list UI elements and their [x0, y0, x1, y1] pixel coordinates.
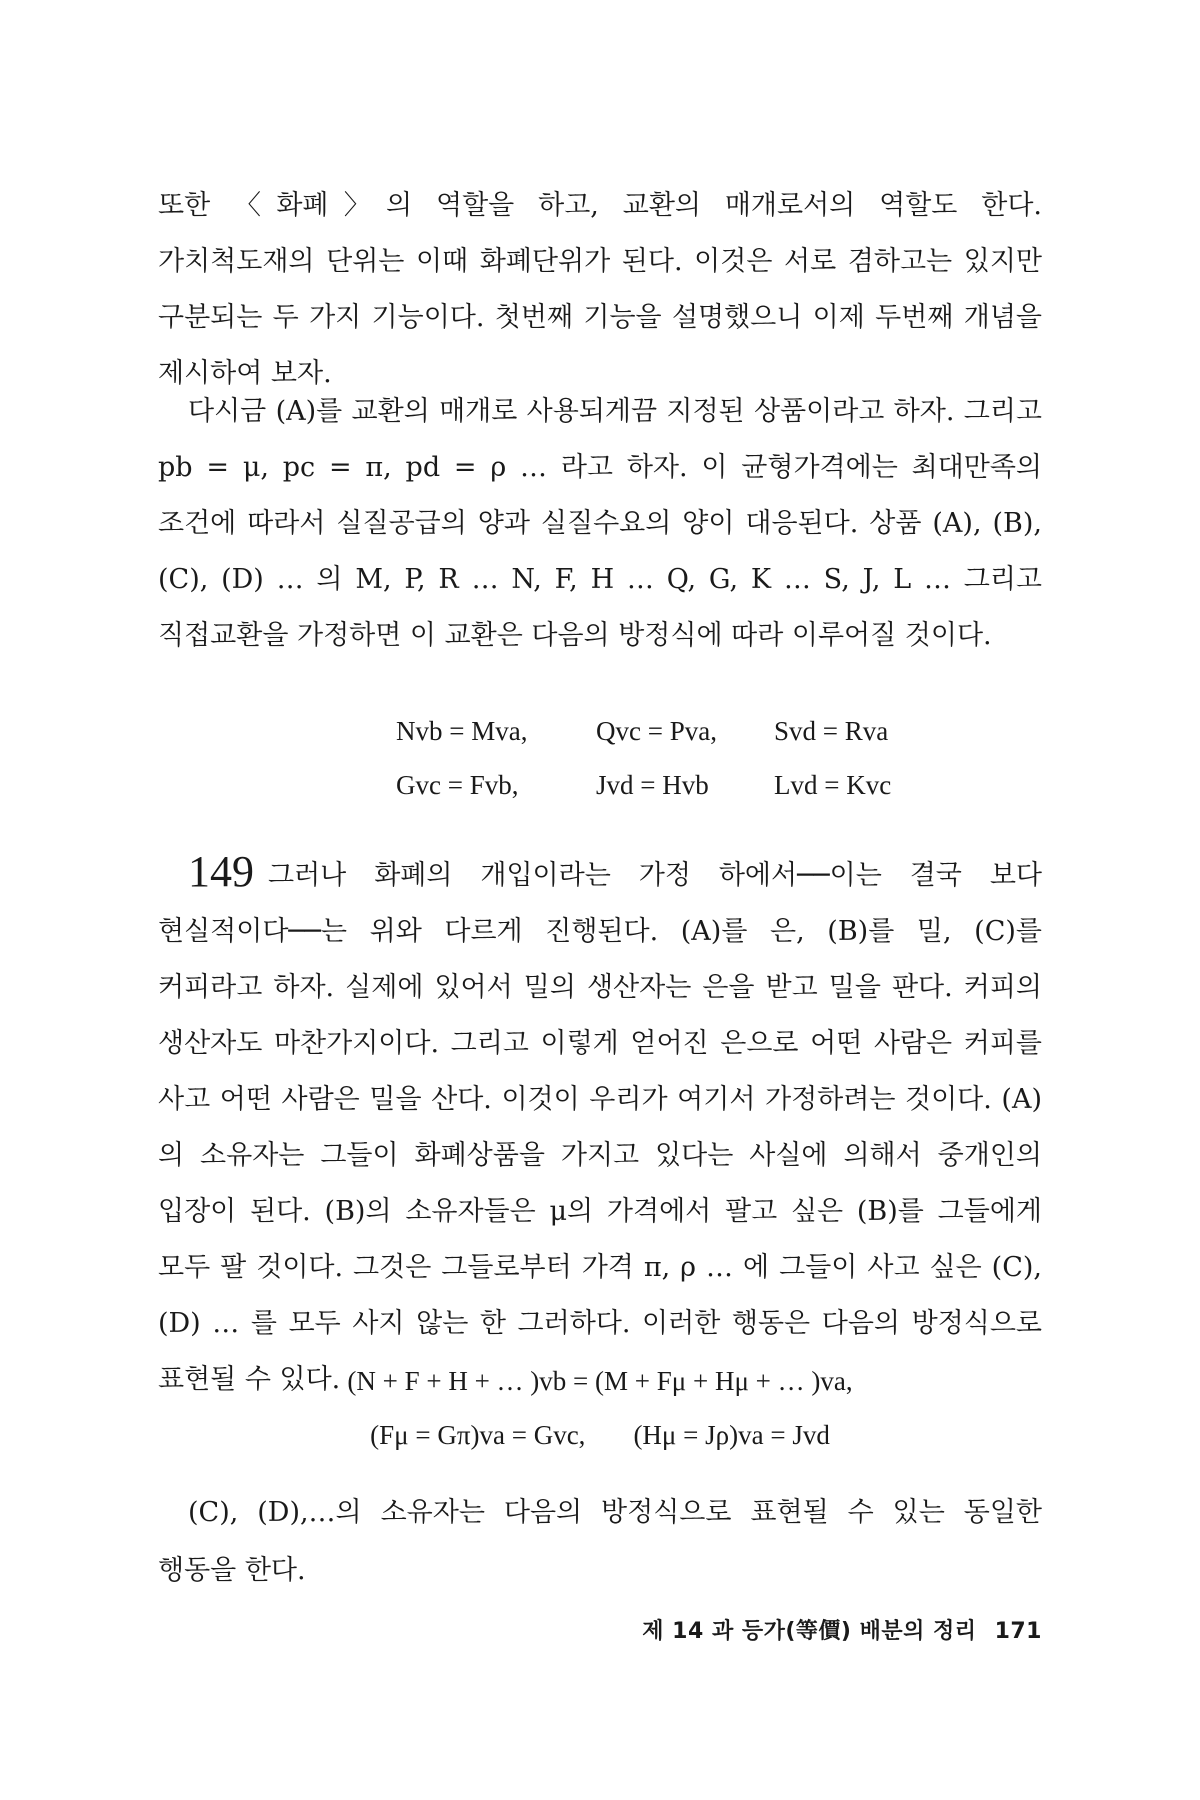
equation: Jvd = Hvb — [596, 770, 709, 800]
equation: Gvc = Fvb, — [396, 770, 519, 800]
money-equations — [290, 1354, 910, 1462]
equation-grid — [396, 704, 934, 812]
section-text: 그러나 화폐의 개입이라는 가정 하에서──이는 결국 보다 현실적이다──는 위와 다르게 진행된다. (A)를 은, (B)를 밀, (C)를 커피라고 하자. 실제에 있어서 밀의 생산자는 은을 받고 밀을 판다. 커피의 생산자도 마찬가지이다. 그리고 이렇게 얻어진 은으로 어떤 사람은 커피를 사고 어떤 사람은 밀을 산다. 이것이 우리가 여기서 가정하려는 것이다. (A)의 소유자는 그들이 화폐상품을 가지고 있다는 사실에 의해서 중개인의 입장이 된다. (B)의 소유자들은 μ의 가격에서 팔고 싶은 (B)를 그들에게 모두 팔 것이다. 그것은 그들로부터 가격 π, ρ … 에 그들이 사고 싶은 (C), (D) … 를 모두 사지 않는 한 그러하다. 이러한 행동은 다음의 방정식으로 표현될 수 있다. — [158, 860, 1042, 1395]
section-149-paragraph — [158, 848, 1042, 1408]
section-number: 149 — [188, 847, 254, 896]
chapter-title: 제 14 과 등가(等價) 배분의 정리 — [642, 1619, 977, 1644]
equation: (Hμ = Jρ)va = Jvd — [633, 1420, 830, 1450]
second-paragraph: 다시금 (A)를 교환의 매개로 사용되게끔 지정된 상품이라고 하자. 그리고 pb = μ, pc = π, pd = ρ … 라고 하자. 이 균형가격에는 최대만족의 조건에 따라서 실질공급의 양과 실질수요의 양이 대응된다. 상품 (A), (B), (C), (D) … 의 M, P, R … N, F, H … Q, G, K … S, J, L … 그리고 직접교환을 가정하면 이 교환은 다음의 방정식에 따라 이루어질 것이다. — [158, 396, 1042, 651]
equation: Lvd = Kvc — [774, 770, 892, 800]
equation: (Fμ = Gπ)va = Gvc, — [370, 1420, 586, 1450]
equation-row — [396, 758, 934, 812]
running-footer — [642, 1614, 1042, 1645]
equation-row — [396, 704, 934, 758]
page-number: 171 — [994, 1619, 1042, 1644]
equation: Svd = Rva — [774, 716, 889, 746]
closing-paragraph: (C), (D),…의 소유자는 다음의 방정식으로 표현될 수 있는 동일한 행동을 한다. — [158, 1497, 1042, 1586]
equation: (N + F + H + … )vb = (M + Fμ + Hμ + … )va, — [347, 1366, 853, 1396]
top-paragraph: 또한 〈화폐〉의 역할을 하고, 교환의 매개로서의 역할도 한다. 가치척도재의 단위는 이때 화폐단위가 된다. 이것은 서로 겸하고는 있지만 구분되는 두 가지 기능이다. 첫번째 기능을 설명했으니 이제 두번째 개념을 제시하여 보자. — [158, 190, 1042, 389]
equation: Qvc = Pva, — [596, 716, 717, 746]
equation: Nvb = Mva, — [396, 716, 528, 746]
equation-row — [290, 1408, 910, 1462]
